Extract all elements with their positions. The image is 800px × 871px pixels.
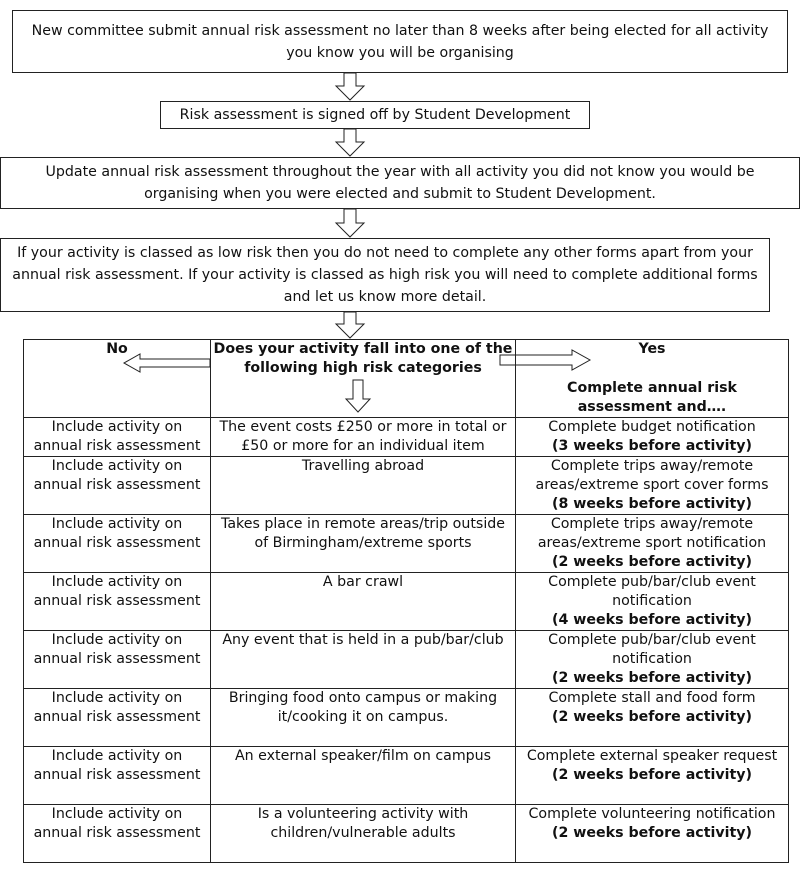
no-cell xyxy=(24,573,211,631)
action-text: Complete volunteering notification xyxy=(528,806,776,822)
category-text: A bar crawl xyxy=(322,574,404,590)
action-text: Complete trips away/remote areas/extreme sport cover forms xyxy=(535,458,769,493)
category-cell xyxy=(211,573,516,631)
table-row xyxy=(24,689,789,747)
action-text: Complete stall and food form xyxy=(548,690,756,706)
deadline-text: (2 weeks before activity) xyxy=(552,670,752,686)
action-cell xyxy=(516,805,789,863)
no-cell xyxy=(24,747,211,805)
no-text: Include activity on annual risk assessment xyxy=(33,632,201,667)
down-arrow-4 xyxy=(336,312,364,338)
deadline-text: (2 weeks before activity) xyxy=(552,709,752,725)
header-yes-cell xyxy=(516,340,789,418)
action-cell xyxy=(516,418,789,457)
action-text: Complete external speaker request xyxy=(526,748,778,764)
no-text: Include activity on annual risk assessment xyxy=(33,690,201,725)
category-text: Takes place in remote areas/trip outside of Birmingham/extreme sports xyxy=(221,516,505,551)
category-cell xyxy=(211,457,516,515)
deadline-text: (2 weeks before activity) xyxy=(552,825,752,841)
no-text: Include activity on annual risk assessment xyxy=(33,458,201,493)
table-row xyxy=(24,631,789,689)
no-text: Include activity on annual risk assessment xyxy=(33,806,201,841)
table-row xyxy=(24,805,789,863)
category-cell xyxy=(211,747,516,805)
no-cell xyxy=(24,805,211,863)
action-text: Complete budget notification xyxy=(548,419,756,435)
table-header-row xyxy=(24,340,789,418)
action-cell xyxy=(516,573,789,631)
header-no: No xyxy=(106,341,128,357)
no-text: Include activity on annual risk assessment xyxy=(33,419,201,454)
action-text: Complete pub/bar/club event notification xyxy=(548,574,756,609)
step-2-text: Risk assessment is signed off by Student Development xyxy=(179,107,571,123)
step-3-text: Update annual risk assessment throughout the year with all activity you did not know you would be organising when you were elected and submit to Student Development. xyxy=(45,164,755,202)
category-text: The event costs £250 or more in total or £50 or more for an individual item xyxy=(219,419,507,454)
action-cell xyxy=(516,689,789,747)
no-cell xyxy=(24,418,211,457)
deadline-text: (4 weeks before activity) xyxy=(552,612,752,628)
category-cell xyxy=(211,689,516,747)
no-cell xyxy=(24,689,211,747)
deadline-text: (2 weeks before activity) xyxy=(552,554,752,570)
table-row xyxy=(24,515,789,573)
category-cell xyxy=(211,418,516,457)
category-cell xyxy=(211,631,516,689)
header-yes-sub: Complete annual risk assessment and…. xyxy=(567,380,737,415)
action-cell xyxy=(516,747,789,805)
action-text: Complete pub/bar/club event notification xyxy=(548,632,756,667)
no-text: Include activity on annual risk assessment xyxy=(33,516,201,551)
down-arrow-3 xyxy=(336,209,364,237)
table-row xyxy=(24,573,789,631)
no-cell xyxy=(24,515,211,573)
category-cell xyxy=(211,515,516,573)
action-cell xyxy=(516,631,789,689)
header-question-cell xyxy=(211,340,516,418)
no-text: Include activity on annual risk assessment xyxy=(33,574,201,609)
category-text: Is a volunteering activity with children/vulnerable adults xyxy=(257,806,469,841)
action-cell xyxy=(516,457,789,515)
category-text: An external speaker/film on campus xyxy=(234,748,492,764)
deadline-text: (2 weeks before activity) xyxy=(552,767,752,783)
action-cell xyxy=(516,515,789,573)
category-text: Any event that is held in a pub/bar/club xyxy=(222,632,504,648)
category-cell xyxy=(211,805,516,863)
header-no-cell xyxy=(24,340,211,418)
table-row xyxy=(24,418,789,457)
deadline-text: (3 weeks before activity) xyxy=(552,438,752,454)
risk-category-table xyxy=(23,339,789,863)
action-text: Complete trips away/remote areas/extreme sport notification xyxy=(537,516,767,551)
table-row xyxy=(24,457,789,515)
down-arrow-1 xyxy=(336,73,364,100)
no-cell xyxy=(24,631,211,689)
category-text: Bringing food onto campus or making it/cooking it on campus. xyxy=(228,690,498,725)
step-4-text: If your activity is classed as low risk then you do not need to complete any other forms apart from your annual risk assessment. If your activity is classed as high risk you will need to complete additional forms and let us know more detail. xyxy=(12,245,758,305)
no-cell xyxy=(24,457,211,515)
down-arrow-2 xyxy=(336,129,364,156)
header-yes: Yes xyxy=(638,341,666,357)
no-text: Include activity on annual risk assessment xyxy=(33,748,201,783)
table-row xyxy=(24,747,789,805)
header-question: Does your activity fall into one of the following high risk categories xyxy=(213,341,513,376)
deadline-text: (8 weeks before activity) xyxy=(552,496,752,512)
step-1-text: New committee submit annual risk assessment no later than 8 weeks after being elected for all activity you know you will be organising xyxy=(31,22,769,61)
category-text: Travelling abroad xyxy=(301,458,425,474)
